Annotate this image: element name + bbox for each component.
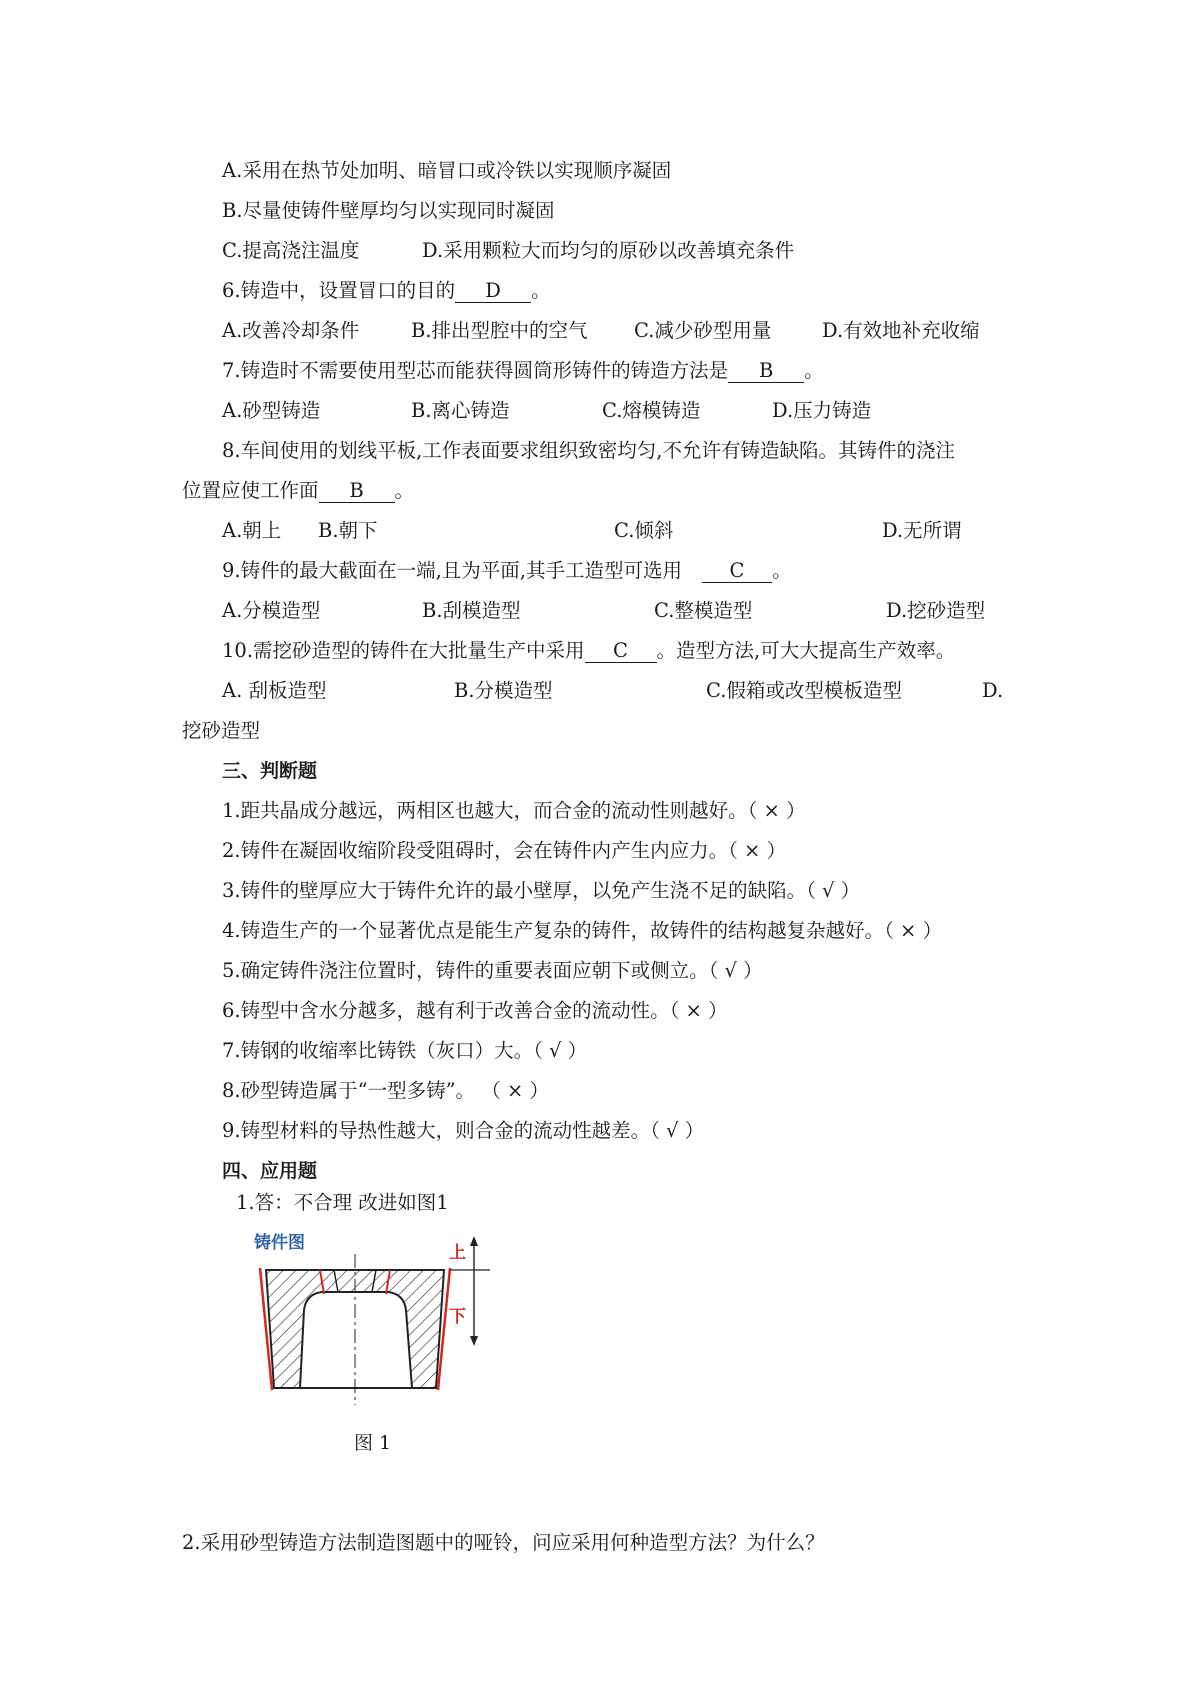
q8-option-c: C.倾斜 (614, 519, 674, 542)
q10-option-d-wrap: 挖砂造型 (182, 719, 261, 742)
q7-option-d: D.压力铸造 (772, 399, 872, 422)
q6-answer-blank: D (455, 280, 531, 303)
q10-text: 10.需挖砂造型的铸件在大批量生产中采用 (222, 639, 585, 662)
q8-option-a: A.朝上 (222, 519, 282, 542)
q5-option-b: B.尽量使铸件壁厚均匀以实现同时凝固 (222, 199, 555, 222)
q9-question (222, 558, 792, 584)
q10-question (222, 638, 955, 664)
q6-option-a: A.改善冷却条件 (222, 319, 360, 342)
q9-text: 9.铸件的最大截面在一端,且为平面,其手工造型可选用 (222, 559, 683, 582)
judge-item-3: 3.铸件的壁厚应大于铸件允许的最小壁厚，以免产生浇不足的缺陷。（ √ ） (222, 879, 861, 902)
section3-title: 三、判断题 (222, 760, 318, 782)
answer-1: 1.答：不合理 改进如图1 (236, 1191, 449, 1214)
q6-text: 6.铸造中，设置冒口的目的 (222, 279, 456, 302)
q8-end: 。 (394, 479, 415, 502)
section4-title: 四、应用题 (222, 1160, 318, 1182)
q10-option-a: A. 刮板造型 (222, 679, 327, 702)
q9-option-b: B.刮模造型 (422, 599, 521, 622)
q8-option-d: D.无所谓 (882, 519, 962, 542)
judge-item-2: 2.铸件在凝固收缩阶段受阻碍时，会在铸件内产生内应力。（ × ） (222, 839, 787, 862)
judge-item-6: 6.铸型中含水分越多，越有利于改善合金的流动性。（ × ） (222, 999, 728, 1022)
q6-option-d: D.有效地补充收缩 (822, 319, 980, 342)
q8-question-cont (182, 478, 414, 504)
q5-option-d: D.采用颗粒大而均匀的原砂以改善填充条件 (422, 239, 795, 262)
figure-heading: 铸件图 (254, 1233, 305, 1253)
judge-item-1: 1.距共晶成分越远，两相区也越大，而合金的流动性则越好。（ × ） (222, 799, 806, 822)
up-label: 上 (449, 1243, 466, 1263)
figure-caption: 图 1 (354, 1432, 392, 1454)
judge-item-5: 5.确定铸件浇注位置时，铸件的重要表面应朝下或侧立。（ √ ） (222, 959, 763, 982)
q7-answer-blank: B (728, 360, 804, 383)
casting-figure (234, 1230, 504, 1410)
q8-option-b: B.朝下 (318, 519, 378, 542)
q9-option-c: C.整模造型 (654, 599, 753, 622)
q7-option-c: C.熔模铸造 (602, 399, 701, 422)
q9-option-d: D.挖砂造型 (886, 599, 986, 622)
q7-option-a: A.砂型铸造 (222, 399, 321, 422)
q7-option-b: B.离心铸造 (411, 399, 510, 422)
judge-item-8: 8.砂型铸造属于“一型多铸”。 （ × ） (222, 1079, 549, 1102)
q7-text: 7.铸造时不需要使用型芯而能获得圆筒形铸件的铸造方法是 (222, 359, 729, 382)
q6-option-c: C.减少砂型用量 (634, 319, 772, 342)
q10-option-c: C.假箱或改型模板造型 (706, 679, 902, 702)
q5-option-a: A.采用在热节处加明、暗冒口或冷铁以实现顺序凝固 (222, 159, 672, 182)
q7-end: 。 (804, 359, 824, 382)
q6-question (222, 278, 551, 304)
question-2: 2.采用砂型铸造方法制造图题中的哑铃，问应采用何种造型方法？为什么？ (182, 1531, 825, 1554)
q10-answer-blank: C (585, 640, 657, 663)
judge-item-7: 7.铸钢的收缩率比铸铁（灰口）大。（ √ ） (222, 1039, 588, 1062)
q8-text2: 位置应使工作面 (182, 479, 319, 502)
judge-item-9: 9.铸型材料的导热性越大，则合金的流动性越差。（ √ ） (222, 1119, 705, 1142)
q5-option-c: C.提高浇注温度 (222, 239, 360, 262)
down-label: 下 (449, 1307, 466, 1327)
q10-option-b: B.分模造型 (454, 679, 553, 702)
q8-answer-blank: B (319, 480, 395, 503)
q8-question: 8.车间使用的划线平板,工作表面要求组织致密均匀,不允许有铸造缺陷。其铸件的浇注 (222, 439, 956, 462)
q9-answer-blank: C (702, 560, 772, 583)
q5-option-c-d-row (222, 238, 795, 264)
q6-end: 。 (531, 279, 551, 302)
q9-end: 。 (772, 559, 792, 582)
judge-item-4: 4.铸造生产的一个显著优点是能生产复杂的铸件，故铸件的结构越复杂越好。（ × ） (222, 919, 943, 942)
q10-option-d: D. (982, 679, 1004, 702)
q10-end: 。造型方法,可大大提高生产效率。 (656, 639, 956, 662)
q6-option-b: B.排出型腔中的空气 (411, 319, 588, 342)
q9-option-a: A.分模造型 (222, 599, 321, 622)
q7-question (222, 358, 824, 384)
